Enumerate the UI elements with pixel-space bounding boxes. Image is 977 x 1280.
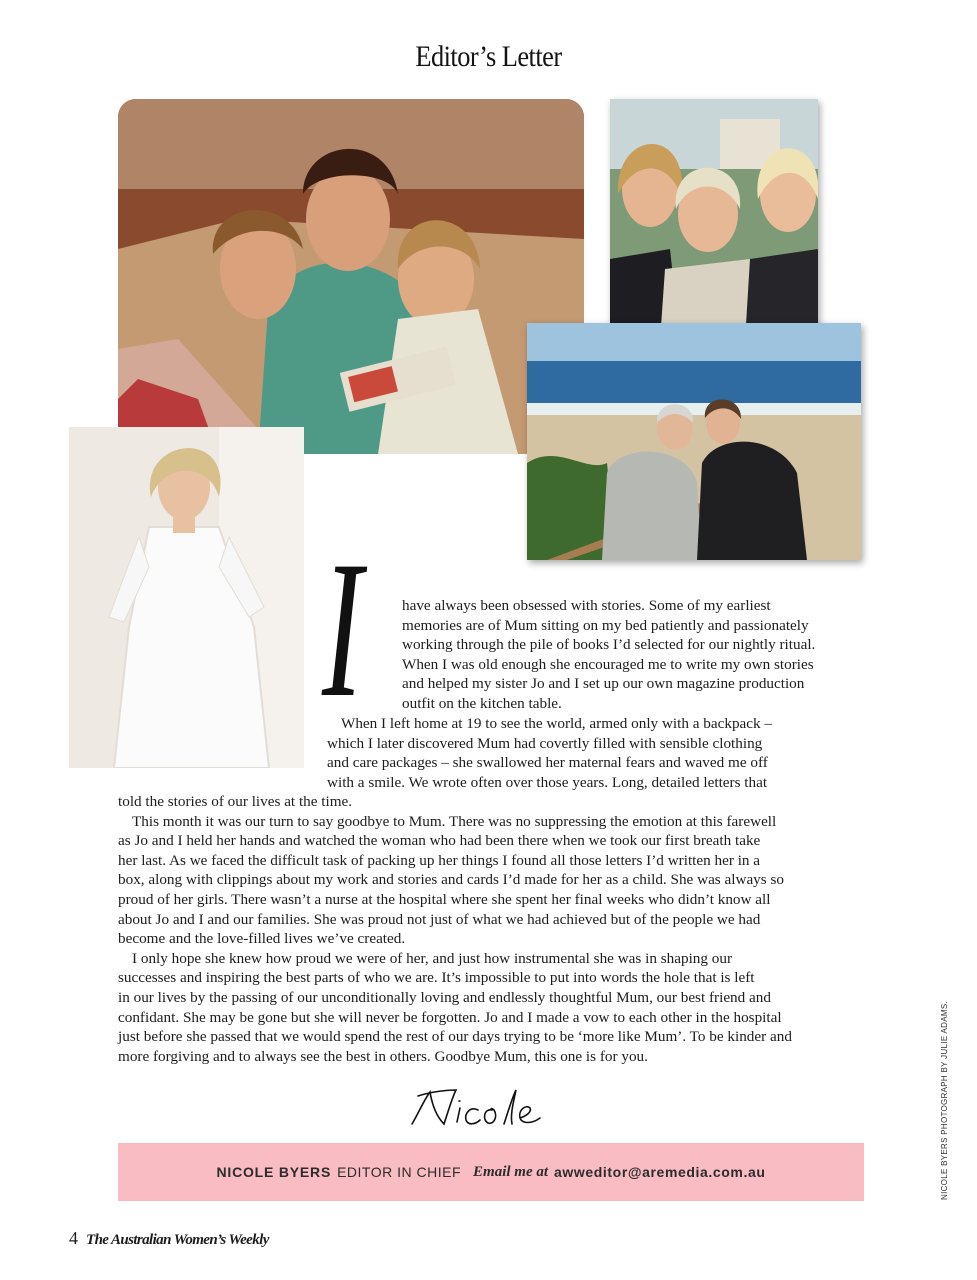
text-line: box, along with clippings about my work and stories and cards I’d made for her as a child. She was always so [118,871,784,889]
page-number: 4 [69,1228,78,1248]
editor-portrait-photo [69,427,304,768]
text-line: proud of her girls. There wasn’t a nurse at the hospital where she spent her final weeks who didn’t know all [118,890,771,908]
letter-main [118,792,868,1066]
text-line: working through the pile of books I’d selected for our nightly ritual. [402,636,816,654]
text-line: outfit on the kitchen table. [402,694,562,712]
three-women-selfie-photo [610,99,818,341]
text-line: This month it was our turn to say goodbye to Mum. There was no suppressing the emotion at this farewell [132,812,777,830]
sign-off-bar [118,1143,864,1201]
text-line: her last. As we faced the difficult task of packing up her things I found all those letters I’d written her in a [118,851,761,869]
page-footer [69,1228,269,1249]
text-line: more forgiving and to always see the best in others. Goodbye Mum, this one is for you. [118,1047,648,1065]
text-line: and care packages – she swallowed her maternal fears and waved me off [327,754,768,772]
text-line: as Jo and I held her hands and watched the woman who had been there when we took our first breath take [118,832,761,850]
email-label: Email me at [473,1163,549,1180]
text-line: When I left home at 19 to see the world, armed only with a backpack – [341,715,773,732]
page-title: Editor’s Letter [415,40,562,73]
letter-intro [402,596,872,714]
email-link[interactable]: awweditor@aremedia.com.au [554,1164,766,1180]
editor-name: NICOLE BYERS [216,1164,332,1180]
text-line: memories are of Mum sitting on my bed patiently and passionately [402,616,809,634]
text-line: I only hope she knew how proud we were of her, and just how instrumental she was in shaping our [132,949,733,967]
text-line: confidant. She may be gone but she will never be forgotten. Jo and I made a vow to each other in the hospital [118,1008,782,1026]
photo-credit: NICOLE BYERS PHOTOGRAPH BY JULIE ADAMS. [940,1000,949,1200]
text-line: about Jo and I and our families. She was proud not just of what we had achieved but of the people we had [118,910,761,928]
magazine-name: The Australian Women’s Weekly [86,1232,269,1248]
beach-photo [527,323,861,560]
text-line: which I later discovered Mum had covertly filled with sensible clothing [327,734,763,752]
text-line: have always been obsessed with stories. Some of my earliest [402,597,771,614]
editor-role: EDITOR IN CHIEF [337,1164,462,1180]
letter-paragraph-2 [327,714,867,792]
text-line: become and the love-filled lives we’ve created. [118,930,406,948]
handwritten-signature [408,1086,550,1135]
text-line: just before she passed that we would spend the rest of our days trying to be ‘more like Mum’. To be kinder and [118,1028,792,1046]
text-line: and helped my sister Jo and I set up our own magazine production [402,675,805,693]
text-line: successes and inspiring the best parts of who we are. It’s impossible to put into words the hole that is left [118,969,755,987]
text-line: When I was old enough she encouraged me to write my own stories [402,655,814,673]
text-line: with a smile. We wrote often over those years. Long, detailed letters that [327,773,768,791]
text-line: told the stories of our lives at the time. [118,793,353,810]
family-reading-photo [118,99,584,454]
text-line: in our lives by the passing of our unconditionally loving and endlessly thoughtful Mum, our best friend and [118,988,771,1006]
drop-cap: I [322,521,363,738]
